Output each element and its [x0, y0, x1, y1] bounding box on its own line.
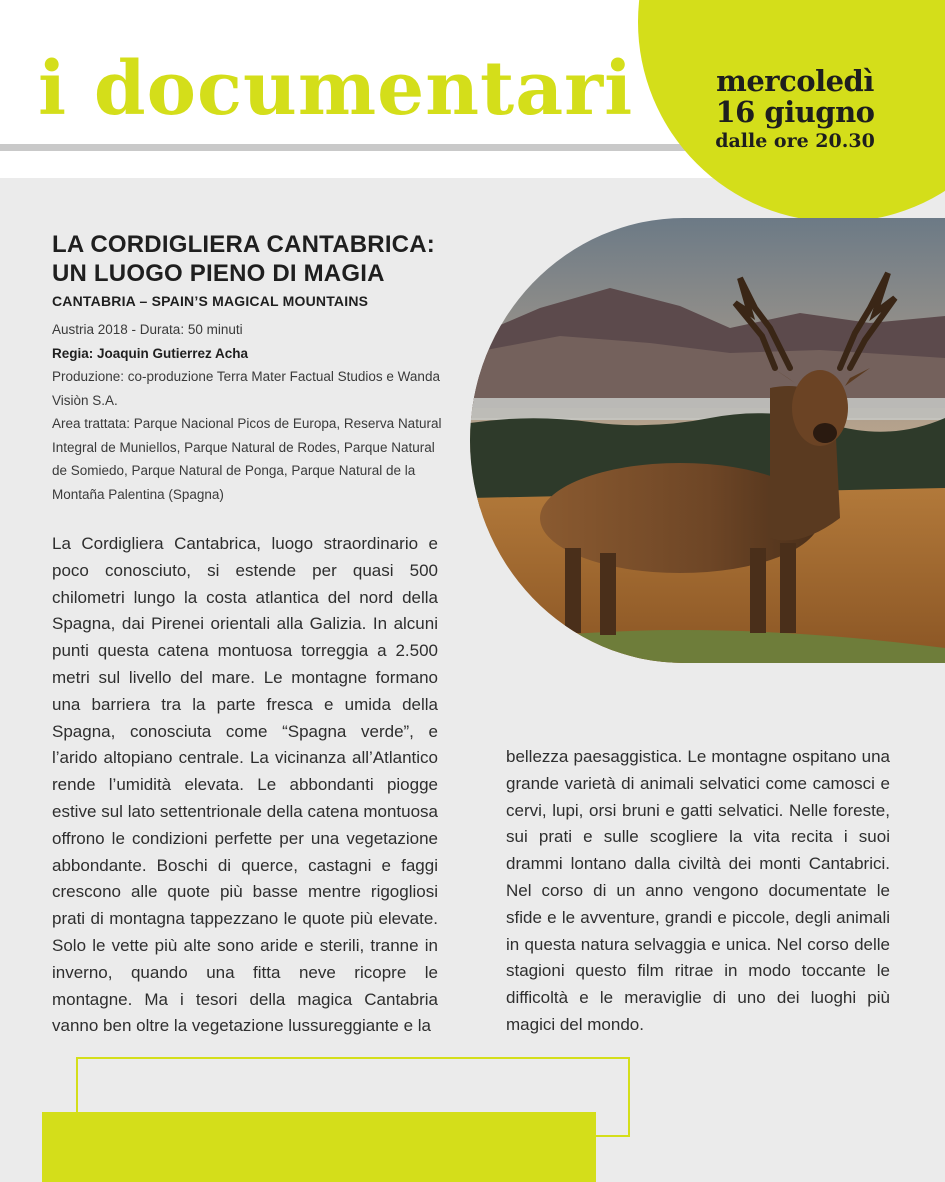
film-director: Regia: Joaquin Gutierrez Acha: [52, 345, 249, 361]
header-rule: [0, 144, 700, 151]
stag-photo: [470, 218, 945, 663]
date-day: 16 giugno: [715, 95, 875, 129]
date-weekday: mercoledì: [716, 64, 874, 98]
film-credits: [52, 318, 442, 506]
date-time: dalle ore 20.30: [715, 130, 875, 152]
film-title-line-2: UN LUOGO PIENO DI MAGIA: [52, 260, 385, 287]
film-title: [52, 230, 462, 288]
film-production: Produzione: co-produzione Terra Mater Factual Studios e Wanda Visiòn S.A.: [52, 369, 440, 408]
film-original-title: CANTABRIA – SPAIN’S MAGICAL MOUNTAINS: [52, 293, 369, 309]
section-title: i documentari: [38, 46, 634, 132]
synopsis-column-left: La Cordigliera Cantabrica, luogo straordinario e poco conosciuto, si estende per quasi 500 chilometri lungo la costa atlantica del nord della Spagna, dai Pirenei orientali alla Galizia. In alcuni punti questa catena montuosa torreggia a 2.500 metri sul livello del mare. Le montagne formano una barriera tra la parte fresca e umida della Spagna, conosciuta come “Spagna verde”, e l’arido altopiano centrale. La vicinanza all’Atlantico rende l’umidità elevata. Le abbondanti piogge estive sul lato settentrionale della catena montuosa offrono le condizioni perfette per una vegetazione abbondante. Boschi di querce, castagni e faggi crescono alle quote più basse mentre rigogliosi prati di montagna tappezzano le quote più elevate. Solo le vette più alte sono aride e sterili, tranne in inverno, quando una fitta neve ricopre le montagne. Ma i tesori della magica Cantabria vanno ben oltre la vegetazione lussureggiante e la: [52, 534, 438, 1036]
film-origin: Austria 2018 - Durata: 50 minuti: [52, 322, 243, 337]
film-area: Area trattata: Parque Nacional Picos de Europa, Reserva Natural Integral de Muniellos, Parque Natural de Rodes, Parque Natural de Somiedo, Parque Natural de Ponga, Parque Natural de la Montaña Palentina (Spagna): [52, 416, 442, 502]
footer-bar: [42, 1112, 596, 1182]
broadcast-date: [690, 66, 900, 154]
synopsis-column-right: bellezza paesaggistica. Le montagne ospitano una grande varietà di animali selvatici come camosci e cervi, lupi, orsi bruni e gatti selvatici. Nelle foreste, sui prati e sulle scogliere la vita recita i suoi drammi lontano dalla civiltà dei monti Cantabrici. Nel corso di un anno vengono documentate le sfide e le avventure, grandi e piccole, degli animali in questa natura selvaggia e unica. Nel corso delle stagioni questo film ritrae in modo toccante le difficoltà e le meraviglie di uno dei luoghi più magici del mondo.: [506, 747, 890, 1034]
film-title-line-1: LA CORDIGLIERA CANTABRICA:: [52, 231, 435, 258]
